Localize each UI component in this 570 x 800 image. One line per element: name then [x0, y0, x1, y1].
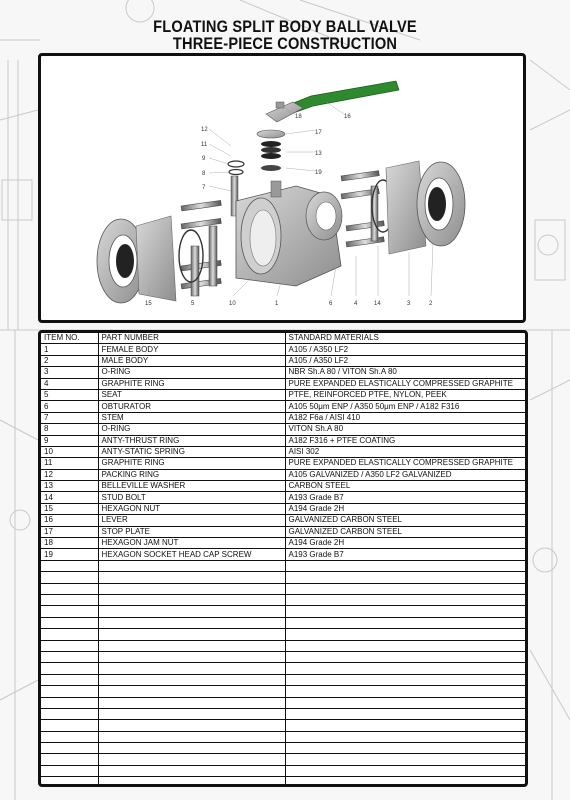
- empty-cell: [41, 674, 98, 685]
- cell-material: A193 Grade B7: [285, 492, 525, 503]
- empty-cell: [41, 560, 98, 571]
- empty-cell: [41, 663, 98, 674]
- empty-cell: [41, 754, 98, 765]
- table-row: [41, 367, 525, 378]
- empty-table-row: [41, 686, 525, 697]
- empty-cell: [285, 777, 525, 787]
- empty-cell: [41, 583, 98, 594]
- callout-19: 19: [315, 170, 322, 176]
- empty-table-row: [41, 765, 525, 776]
- empty-cell: [41, 777, 98, 787]
- empty-table-row: [41, 697, 525, 708]
- empty-cell: [285, 606, 525, 617]
- callout-15: 15: [145, 301, 152, 307]
- empty-cell: [98, 686, 285, 697]
- cell-material: PURE EXPANDED ELASTICALLY COMPRESSED GRAPHITE: [285, 378, 525, 389]
- empty-cell: [98, 594, 285, 605]
- empty-cell: [98, 651, 285, 662]
- callout-17: 17: [315, 130, 322, 136]
- empty-cell: [41, 640, 98, 651]
- callout-11: 11: [201, 142, 208, 148]
- cell-material: A105 GALVANIZED / A350 LF2 GALVANIZED: [285, 469, 525, 480]
- cell-item-no: 1: [41, 344, 98, 355]
- empty-cell: [285, 743, 525, 754]
- empty-cell: [285, 697, 525, 708]
- empty-cell: [285, 663, 525, 674]
- cell-part-number: OBTURATOR: [98, 401, 285, 412]
- cell-item-no: 12: [41, 469, 98, 480]
- empty-table-row: [41, 572, 525, 583]
- cell-item-no: 10: [41, 446, 98, 457]
- callout-12: 12: [201, 127, 208, 133]
- parts-table-body: [41, 344, 525, 787]
- empty-cell: [98, 617, 285, 628]
- table-row: [41, 538, 525, 549]
- empty-table-row: [41, 583, 525, 594]
- callout-2: 2: [429, 301, 433, 307]
- male-body-flange: [386, 161, 465, 254]
- table-row: [41, 503, 525, 514]
- cell-material: GALVANIZED CARBON STEEL: [285, 526, 525, 537]
- cell-material: A105 / A350 LF2: [285, 344, 525, 355]
- empty-cell: [98, 606, 285, 617]
- empty-cell: [41, 720, 98, 731]
- header-standard-materials: STANDARD MATERIALS: [285, 333, 525, 344]
- table-row: [41, 458, 525, 469]
- callout-3: 3: [407, 301, 411, 307]
- cell-part-number: STOP PLATE: [98, 526, 285, 537]
- empty-cell: [41, 731, 98, 742]
- table-row: [41, 355, 525, 366]
- empty-cell: [41, 697, 98, 708]
- empty-table-row: [41, 731, 525, 742]
- cell-part-number: STUD BOLT: [98, 492, 285, 503]
- empty-table-row: [41, 777, 525, 787]
- callout-5: 5: [191, 301, 195, 307]
- header-item-no: ITEM NO.: [41, 333, 98, 344]
- empty-cell: [285, 765, 525, 776]
- table-row: [41, 424, 525, 435]
- cell-part-number: HEXAGON NUT: [98, 503, 285, 514]
- cell-part-number: ANTY-THRUST RING: [98, 435, 285, 446]
- empty-cell: [41, 708, 98, 719]
- cell-part-number: MALE BODY: [98, 355, 285, 366]
- empty-cell: [98, 583, 285, 594]
- cell-material: A194 Grade 2H: [285, 503, 525, 514]
- parts-table: [41, 333, 525, 787]
- callout-18: 18: [295, 114, 302, 120]
- table-row: [41, 492, 525, 503]
- parts-table-frame: [38, 330, 528, 787]
- empty-table-row: [41, 708, 525, 719]
- exploded-view-figure: [38, 53, 526, 323]
- female-body-flange: [97, 216, 176, 303]
- cell-item-no: 5: [41, 389, 98, 400]
- table-row: [41, 481, 525, 492]
- empty-cell: [98, 720, 285, 731]
- table-row: [41, 389, 525, 400]
- empty-cell: [285, 708, 525, 719]
- empty-table-row: [41, 640, 525, 651]
- table-row: [41, 401, 525, 412]
- empty-cell: [285, 629, 525, 640]
- empty-cell: [41, 572, 98, 583]
- callout-16: 16: [344, 114, 351, 120]
- cell-material: NBR Sh.A 80 / VITON Sh.A 80: [285, 367, 525, 378]
- empty-cell: [285, 583, 525, 594]
- empty-cell: [98, 572, 285, 583]
- empty-cell: [98, 743, 285, 754]
- cell-material: A193 Grade B7: [285, 549, 525, 560]
- empty-cell: [98, 777, 285, 787]
- table-row: [41, 526, 525, 537]
- empty-cell: [41, 686, 98, 697]
- table-row: [41, 344, 525, 355]
- empty-table-row: [41, 754, 525, 765]
- empty-cell: [98, 731, 285, 742]
- cell-part-number: SEAT: [98, 389, 285, 400]
- cell-part-number: HEXAGON SOCKET HEAD CAP SCREW: [98, 549, 285, 560]
- page-title: [40, 18, 530, 52]
- valve-illustration: [41, 56, 523, 320]
- cell-material: VITON Sh.A 80: [285, 424, 525, 435]
- empty-table-row: [41, 674, 525, 685]
- cell-item-no: 8: [41, 424, 98, 435]
- cell-part-number: FEMALE BODY: [98, 344, 285, 355]
- lever: [266, 81, 399, 122]
- empty-cell: [41, 606, 98, 617]
- empty-cell: [285, 720, 525, 731]
- empty-cell: [98, 754, 285, 765]
- table-row: [41, 549, 525, 560]
- cell-item-no: 7: [41, 412, 98, 423]
- cell-material: AISI 302: [285, 446, 525, 457]
- empty-table-row: [41, 663, 525, 674]
- left-stud-bolts: [179, 200, 221, 296]
- empty-table-row: [41, 594, 525, 605]
- empty-table-row: [41, 617, 525, 628]
- empty-cell: [41, 617, 98, 628]
- empty-cell: [285, 640, 525, 651]
- callout-1: 1: [275, 301, 279, 307]
- empty-cell: [285, 731, 525, 742]
- empty-cell: [285, 617, 525, 628]
- cell-item-no: 3: [41, 367, 98, 378]
- table-row: [41, 469, 525, 480]
- cell-material: GALVANIZED CARBON STEEL: [285, 515, 525, 526]
- empty-table-row: [41, 720, 525, 731]
- callout-7: 7: [202, 185, 206, 191]
- empty-cell: [98, 708, 285, 719]
- table-row: [41, 412, 525, 423]
- cell-part-number: HEXAGON JAM NUT: [98, 538, 285, 549]
- cell-item-no: 4: [41, 378, 98, 389]
- cell-material: A194 Grade 2H: [285, 538, 525, 549]
- title-line-1: FLOATING SPLIT BODY BALL VALVE: [153, 17, 417, 36]
- cell-part-number: STEM: [98, 412, 285, 423]
- empty-cell: [98, 697, 285, 708]
- empty-cell: [41, 651, 98, 662]
- header-part-number: PART NUMBER: [98, 333, 285, 344]
- cell-material: PURE EXPANDED ELASTICALLY COMPRESSED GRAPHITE: [285, 458, 525, 469]
- empty-cell: [285, 754, 525, 765]
- cell-item-no: 2: [41, 355, 98, 366]
- callout-6: 6: [329, 301, 333, 307]
- empty-cell: [41, 594, 98, 605]
- empty-cell: [98, 560, 285, 571]
- empty-cell: [285, 572, 525, 583]
- empty-table-row: [41, 560, 525, 571]
- cell-part-number: O-RING: [98, 424, 285, 435]
- empty-table-row: [41, 606, 525, 617]
- table-header-row: [41, 333, 525, 344]
- cell-item-no: 16: [41, 515, 98, 526]
- cell-material: A105 / A350 LF2: [285, 355, 525, 366]
- empty-table-row: [41, 651, 525, 662]
- empty-cell: [285, 686, 525, 697]
- empty-cell: [98, 674, 285, 685]
- cell-item-no: 11: [41, 458, 98, 469]
- cell-material: CARBON STEEL: [285, 481, 525, 492]
- cell-material: PTFE, REINFORCED PTFE, NYLON, PEEK: [285, 389, 525, 400]
- cell-item-no: 19: [41, 549, 98, 560]
- empty-cell: [285, 560, 525, 571]
- callout-8: 8: [202, 171, 206, 177]
- cell-material: A182 F6a / AISI 410: [285, 412, 525, 423]
- callout-14: 14: [374, 301, 381, 307]
- callout-9: 9: [202, 156, 206, 162]
- center-body: [236, 181, 342, 286]
- cell-item-no: 6: [41, 401, 98, 412]
- cell-part-number: BELLEVILLE WASHER: [98, 481, 285, 492]
- empty-table-row: [41, 743, 525, 754]
- empty-cell: [98, 629, 285, 640]
- empty-cell: [41, 765, 98, 776]
- empty-cell: [98, 640, 285, 651]
- table-row: [41, 378, 525, 389]
- empty-table-row: [41, 629, 525, 640]
- cell-part-number: LEVER: [98, 515, 285, 526]
- callout-10: 10: [229, 301, 236, 307]
- empty-cell: [41, 743, 98, 754]
- cell-item-no: 17: [41, 526, 98, 537]
- cell-material: A182 F316 + PTFE COATING: [285, 435, 525, 446]
- table-row: [41, 435, 525, 446]
- title-line-2: THREE-PIECE CONSTRUCTION: [172, 34, 398, 53]
- empty-cell: [98, 663, 285, 674]
- empty-cell: [285, 674, 525, 685]
- table-row: [41, 446, 525, 457]
- cell-item-no: 14: [41, 492, 98, 503]
- callout-13: 13: [315, 151, 322, 157]
- cell-item-no: 9: [41, 435, 98, 446]
- empty-cell: [285, 594, 525, 605]
- cell-part-number: GRAPHITE RING: [98, 378, 285, 389]
- cell-part-number: O-RING: [98, 367, 285, 378]
- right-stud-bolts: [341, 171, 394, 247]
- cell-material: A105 50μm ENP / A350 50μm ENP / A182 F316: [285, 401, 525, 412]
- empty-cell: [41, 629, 98, 640]
- cell-item-no: 15: [41, 503, 98, 514]
- cell-part-number: PACKING RING: [98, 469, 285, 480]
- empty-cell: [98, 765, 285, 776]
- callout-4: 4: [354, 301, 358, 307]
- cell-item-no: 13: [41, 481, 98, 492]
- table-row: [41, 515, 525, 526]
- empty-cell: [285, 651, 525, 662]
- cell-part-number: ANTY-STATIC SPRING: [98, 446, 285, 457]
- cell-part-number: GRAPHITE RING: [98, 458, 285, 469]
- cell-item-no: 18: [41, 538, 98, 549]
